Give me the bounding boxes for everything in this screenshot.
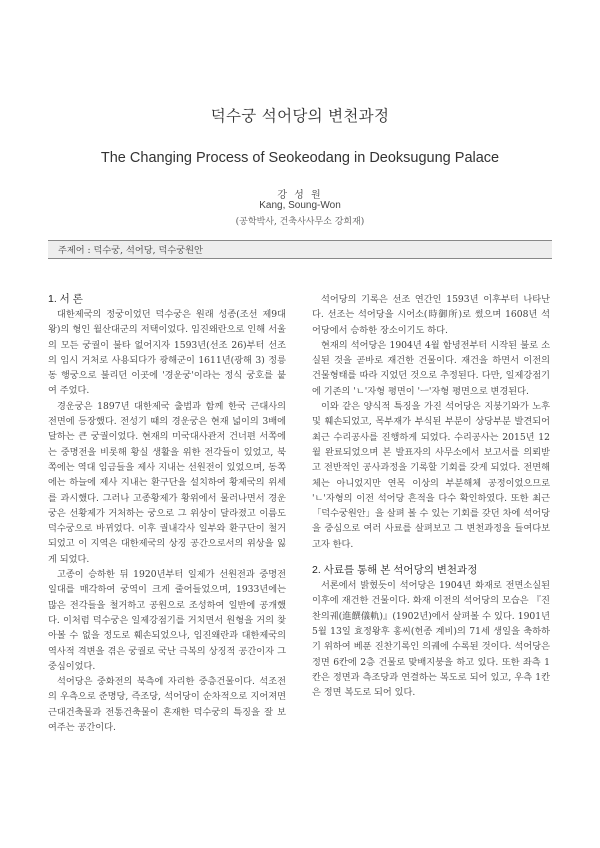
paragraph: 대한제국의 정궁이었던 덕수궁은 원래 성종(조선 제9대 왕)의 형인 월산대군의 저택이었다. 임진왜란으로 인해 서울의 모든 궁궐이 불타 없어지자 1593년(선조 26)부터 선조의 임시 거처로 사용되다가 광해군이 1611년(광해 3) 정릉동 행궁으로 불리던 이곳에 '경운궁'이라는 정식 궁호를 붙여 주었다. xyxy=(48,309,286,397)
paper-title-english: The Changing Process of Seokeodang in Deoksugung Palace xyxy=(100,150,500,166)
author-name-korean: 강 성 원 xyxy=(277,190,323,201)
section-heading-historical-sources: 2. 사료를 통해 본 석어당의 변천과정 xyxy=(312,564,478,577)
keywords-text: 주제어 : 덕수궁, 석어당, 덕수궁원안 xyxy=(58,245,203,256)
paper-title-korean: 덕수궁 석어당의 변천과정 xyxy=(210,107,390,125)
paragraph: 경운궁은 1897년 대한제국 출범과 함께 한국 근대사의 전면에 등장했다. 전성기 때의 경운궁은 현재 넓이의 3배에 달하는 큰 궁궐이었다. 현재의 미국대사관저 건너편 서쪽에는 중명전을 비롯해 황실 생활을 위한 전각들이 있었고, 북쪽에는 역대 임금들을 제사 지내는 선원전이 있었으며, 동쪽에는 하늘에 제사 지내는 환구단을 설치하여 황제국의 위세를 과시했다. 그러나 고종황제가 황위에서 물러나면서 경운궁은 선황제가 거처하는 궁으로 그 위상이 달라졌고 이름도 덕수궁으로 바뀌었다. 이후 궐내각사 일부와 환구단이 철거되었고 이 지역은 대한제국의 상징 공간으로서의 위상을 잃게 되었다. xyxy=(48,400,286,565)
author-affiliation: (공학박사, 건축사사무소 강희재) xyxy=(235,217,365,227)
paragraph: 현재의 석어당은 1904년 4월 함녕전부터 시작된 불로 소실된 것을 곧바로 재건한 건물이다. 재건을 하면서 이전의 건물형태를 따라 지었던 것으로 추정된다. 다만, 일제강점기에 기존의 'ㄴ'자형 평면이 'ㅡ'자형 평면으로 변경된다. xyxy=(312,339,550,397)
paragraph: 고종이 승하한 뒤 1920년부터 일제가 선원전과 중명전 일대를 매각하여 궁역이 크게 줄어들었으며, 1933년에는 많은 전각들을 철거하고 공원으로 조성하여 일반에 공개했다. 이처럼 덕수궁은 일제강점기를 거치면서 원형을 거의 찾아볼 수 없을 정도로 훼손되었으나, 임진왜란과 대한제국의 역사적 격변을 겪은 궁궐로 국난 극복의 상징적 공간이자 그 중심이었다. xyxy=(48,569,286,672)
author-name-english: Kang, Soung-Won xyxy=(259,200,341,211)
right-column xyxy=(312,292,550,700)
paragraph: 이와 같은 양식적 특징을 가진 석어당은 지붕기와가 노후 및 훼손되었고, 목부재가 부식된 부분이 상당부분 발견되어 최근 수리공사를 진행하게 되었다. 수리공사는 2015년 12월 완료되었으며 본 발표자의 사무소에서 보고서를 의뢰받고 전반적인 공사과정을 기록할 기회를 갖게 되었다. 전면해체는 아니었지만 연목 이상의 부분해체 공정이었으므로 'ㄴ'자형의 이전 석어당 흔적을 다수 확인하였다. 또한 최근 「덕수궁원안」을 살펴 볼 수 있는 기회를 갖던 차에 석어당을 중심으로 여러 사료를 살펴보고 그 변천과정을 들여다보고자 한다. xyxy=(312,401,550,550)
section-heading-introduction: 1. 서 론 xyxy=(48,293,83,305)
left-column xyxy=(48,292,286,735)
keywords-box xyxy=(48,240,552,259)
paragraph: 석어당은 중화전의 북측에 자리한 중층건물이다. 석조전의 우측으로 준명당, 즉조당, 석어당이 순차적으로 지어져면 근대건축물과 전통건축물이 혼재한 덕수궁의 특징을 잘 보여주는 공간이다. xyxy=(48,676,286,734)
paragraph: 서론에서 밝혔듯이 석어당은 1904년 화재로 전면소실된 이후에 재건한 건물이다. 화재 이전의 석어당의 모습은 『진찬의궤(進饌儀軌)』(1902년)에서 살펴볼 수 있다. 1901년 5월 13일 효정왕후 홍씨(헌종 계비)의 71세 생일을 축하하기 위하여 베푼 진찬기록인 의궤에 수록된 것이다. 석어당은 정면 6칸에 2층 건물로 맞배지붕을 하고 있다. 또한 좌측 1칸은 정면과 측조당과 연결하는 복도로 되어 있고, 우측 1칸은 정면 복도로 되어 있다. xyxy=(312,580,550,699)
paragraph: 석어당의 기록은 선조 연간인 1593년 이후부터 나타난다. 선조는 석어당을 시어소(時御所)로 썼으며 1608년 석어당에서 승하한 장소이기도 하다. xyxy=(312,294,550,336)
